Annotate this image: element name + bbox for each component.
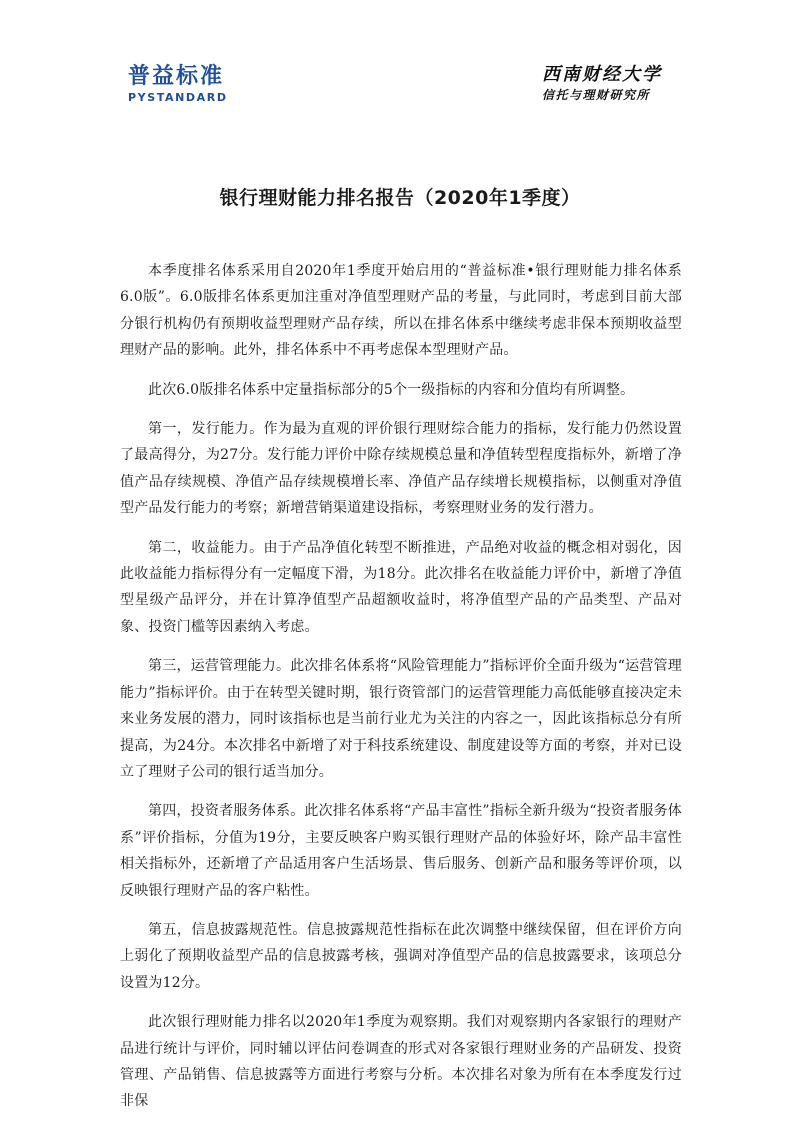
logo-english-text: PYSTANDARD — [128, 91, 228, 104]
pystandard-logo — [128, 64, 228, 105]
report-body — [120, 258, 682, 1128]
page-header — [0, 0, 800, 120]
report-title: 银行理财能力排名报告（2020年1季度） — [219, 187, 581, 209]
paragraph-intro: 本季度排名体系采用自2020年1季度开始启用的“普益标准•银行理财能力排名体系6.0版”。6.0版排名体系更加注重对净值型理财产品的考量，与此同时，考虑到目前大部分银行机构仍有预期收益型理财产品存续，所以在排名体系中继续考虑非保本预期收益型理财产品的影响。此外，排名体系中不再考虑保本型理财产品。 — [120, 263, 682, 359]
paragraph-operations: 第三，运营管理能力。此次排名体系将“风险管理能力”指标评价全面升级为“运营管理能力”指标评价。由于在转型关键时期，银行资管部门的运营管理能力高低能够直接决定未来业务发展的潜力，同时该指标也是当前行业尤为关注的内容之一，因此该指标总分有所提高，为24分。本次排名中新增了对于科技系统建设、制度建设等方面的考察，并对已设立了理财子公司的银行适当加分。 — [120, 658, 682, 780]
paragraph-disclosure: 第五，信息披露规范性。信息披露规范性指标在此次调整中继续保留，但在评价方向上弱化了预期收益型产品的信息披露考核，强调对净值型产品的信息披露要求，该项总分设置为12分。 — [120, 921, 682, 991]
paragraph-observation: 此次银行理财能力排名以2020年1季度为观察期。我们对观察期内各家银行的理财产品进行统计与评价，同时辅以评估问卷调查的形式对各家银行理财业务的产品研发、投资管理、产品销售、信息披露等方面进行考察与分析。本次排名对象为所有在本季度发行过非保 — [120, 1014, 682, 1110]
paragraph-return: 第二，收益能力。由于产品净值化转型不断推进，产品绝对收益的概念相对弱化，因此收益能力指标得分有一定幅度下滑，为18分。此次排名在收益能力评价中，新增了净值型星级产品评分，并在计算净值型产品超额收益时，将净值型产品的产品类型、产品对象、投资门槛等因素纳入考虑。 — [120, 539, 682, 635]
paragraph-issuance: 第一，发行能力。作为最为直观的评价银行理财综合能力的指标，发行能力仍然设置了最高得分，为27分。发行能力评价中除存续规模总量和净值转型程度指标外，新增了净值产品存续规模、净值产品存续规模增长率、净值产品存续增长规模指标，以侧重对净值型产品发行能力的考察；新增营销渠道建设指标，考察理财业务的发行潜力。 — [120, 421, 682, 517]
swufe-institute-logo — [542, 64, 662, 104]
institute-name: 信托与理财研究所 — [542, 88, 651, 102]
logo-chinese-text: 普益标准 — [128, 64, 225, 89]
paragraph-investor-service: 第四，投资者服务体系。此次排名体系将“产品丰富性”指标全新升级为“投资者服务体系”评价指标，分值为19分，主要反映客户购买银行理财产品的体验好坏，除产品丰富性相关指标外，还新增了产品适用客户生活场景、售后服务、创新产品和服务等评价项，以反映银行理财产品的客户粘性。 — [120, 803, 682, 899]
university-name: 西南财经大学 — [542, 64, 662, 85]
paragraph-adjustment: 此次6.0版排名体系中定量指标部分的5个一级指标的内容和分值均有所调整。 — [148, 381, 635, 398]
